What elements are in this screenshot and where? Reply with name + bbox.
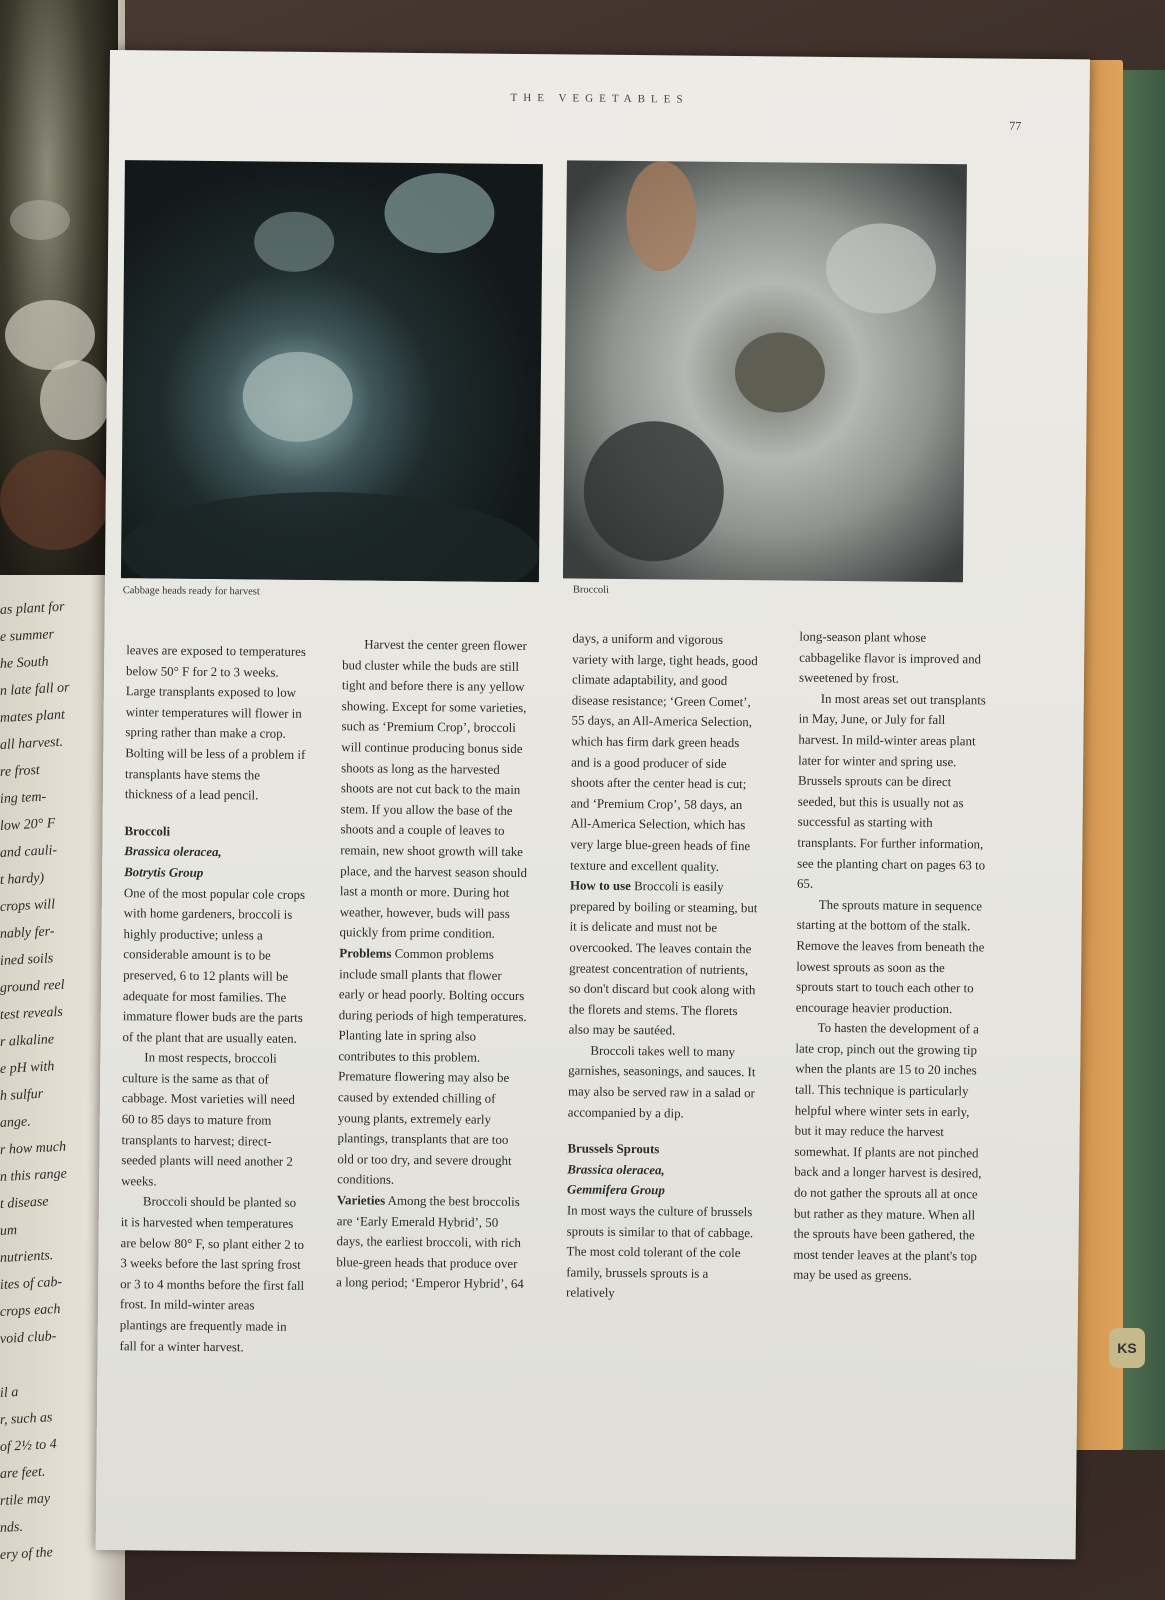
- paragraph: To hasten the development of a late crop, pinch out the growing tip when the plants are 15 to 20 inches tall. This technique is particularly helpful where winter sets in early, but it may reduce the harvest somewhat. If plants are not pinched back and a longer harvest is desired, do not gather the sprouts all at once but rather as they mature. When all the sprouts have been gathered, the most tender leaves at the plant's top may be used as greens.: [793, 1021, 982, 1284]
- left-page-line: h sulfur: [0, 1086, 44, 1104]
- left-page-line: and cauli-: [0, 843, 58, 861]
- run-in-heading: Problems: [339, 946, 392, 961]
- paragraph: In most ways the culture of brussels sprouts is similar to that of cabbage. The most cold tolerant of the cole family, brussels sprouts is a relatively: [566, 1203, 754, 1301]
- paragraph: [336, 1190, 525, 1295]
- left-page-line: t disease: [0, 1194, 49, 1212]
- left-page-line: re frost: [0, 762, 41, 780]
- left-page-line: nutrients.: [0, 1248, 54, 1266]
- paragraph: leaves are exposed to temperatures below 50° F for 2 to 3 weeks. Large transplants exposed to low winter temperatures will flower in spring rather than make a crop. Bolting will be less of a problem if transplants have stems the thickness of a lead pencil.: [124, 643, 306, 803]
- left-page-line: of 2½ to 4: [0, 1437, 58, 1455]
- left-page-line: crops will: [0, 897, 56, 915]
- paragraph: One of the most popular cole crops with home gardeners, broccoli is highly productive; unless a considerable amount is to be preserved, 6 to 12 plants will be adequate for most families. The immature flower buds are the parts of the plant that are usually eaten.: [122, 885, 306, 1046]
- left-page-photo: [0, 0, 118, 575]
- left-page-line: are feet.: [0, 1464, 46, 1482]
- left-page-line: low 20° F: [0, 816, 56, 834]
- botanical-name: Botrytis Group: [124, 865, 204, 880]
- paragraph: In most areas set out transplants in May, June, or July for fall harvest. In mild-winter areas plant later for winter and spring use. Brussels sprouts can be direct seeded, but this is usually not as successful as starting with transplants. For further information, see the planting chart on pages 63 to 65.: [796, 691, 986, 891]
- paragraph: [337, 943, 527, 1192]
- text-column-3: [566, 628, 760, 1305]
- left-page-line: void club-: [0, 1329, 57, 1347]
- run-in-heading: How to use: [569, 878, 631, 894]
- left-page-line: ange.: [0, 1114, 32, 1131]
- paragraph: Broccoli should be planted so it is harvested when temperatures are below 80° F, so plant either 2 to 3 weeks before the last spring frost or 3 to 4 months before the first fall frost. In mild-winter areas plantings are frequently made in fall for a winter harvest.: [119, 1194, 305, 1354]
- cabbage-photo: [121, 160, 543, 582]
- paragraph: long-season plant whose cabbagelike flavor is improved and sweetened by frost.: [798, 629, 982, 686]
- section-heading: Brussels Sprouts: [567, 1141, 660, 1157]
- paragraph: The sprouts mature in sequence starting at the bottom of the stalk. Remove the leaves from beneath the lowest sprouts as soon as the sprouts start to touch each other to encourage heavier production.: [795, 897, 985, 1016]
- running-head: THE VEGETABLES: [510, 91, 689, 106]
- left-page-line: ing tem-: [0, 789, 47, 807]
- cabbage-caption: Cabbage heads ready for harvest: [122, 585, 260, 598]
- right-page: [96, 50, 1090, 1559]
- page-number: 77: [1009, 118, 1022, 133]
- edge-tab: KS: [1109, 1328, 1145, 1368]
- left-page-line: ery of the: [0, 1545, 54, 1563]
- paragraph-gap: [125, 805, 309, 823]
- left-page-line: n late fall or: [0, 680, 70, 699]
- paragraph: Harvest the center green flower bud cluster while the buds are still tight and before there is any yellow showing. Except for some varieties, such as ‘Premium Crop’, broccoli will continue producing bonus side shoots as long as the harvested shoots are not cut back to the main stem. If you allow the base of the shoots and a couple of leaves to remain, new shoot growth will take place, and the harvest season should last a month or more. During hot weather, however, buds will pass quickly from prime condition.: [339, 637, 528, 942]
- text-column-4: [793, 627, 987, 1288]
- left-page-line: r, such as: [0, 1410, 53, 1428]
- left-page-line: e pH with: [0, 1059, 55, 1077]
- run-in-heading: Varieties: [336, 1193, 386, 1208]
- left-page-line: e summer: [0, 627, 55, 645]
- left-page-line: n this range: [0, 1166, 68, 1185]
- left-page-line: t hardy): [0, 870, 45, 888]
- left-page-line: crops each: [0, 1301, 61, 1320]
- paragraph: days, a uniform and vigorous variety with large, tight heads, good climate adaptability, and good disease resistance; ‘Green Comet’, 55 days, an All-America Selection, which has firm dark green heads and is a good producer of side shoots after the center head is cut; and ‘Premium Crop’, 58 days, an All-America Selection, which has very large blue-green heads of fine texture and excellent quality.: [570, 631, 758, 874]
- broccoli-caption: Broccoli: [572, 584, 610, 596]
- paragraph: Broccoli takes well to many garnishes, seasonings, and sauces. It may also be served raw in a salad or accompanied by a dip.: [567, 1043, 756, 1121]
- left-page-line: rtile may: [0, 1491, 51, 1509]
- left-page-line: he South: [0, 654, 49, 672]
- paragraph: [569, 876, 759, 1043]
- left-page-line: ground reel: [0, 977, 65, 996]
- text-column-2: [336, 634, 530, 1295]
- paragraph-gap: [568, 1123, 756, 1141]
- left-page-line: nds.: [0, 1519, 24, 1536]
- left-page-line: um: [0, 1223, 18, 1239]
- left-page-line: as plant for: [0, 599, 65, 618]
- botanical-name: Gemmifera Group: [567, 1182, 665, 1198]
- left-page-line: ites of cab-: [0, 1274, 63, 1293]
- left-page-line: test reveals: [0, 1004, 64, 1023]
- section-heading: Broccoli: [124, 823, 171, 839]
- paragraph-text: Among the best broccolis are ‘Early Emerald Hybrid’, 50 days, the earliest broccoli, with rich blue-green heads that produce over a long period; ‘Emperor Hybrid’, 64: [336, 1193, 524, 1292]
- left-page-line: ined soils: [0, 951, 54, 969]
- left-page-line: il a: [0, 1385, 19, 1401]
- text-column-1: [119, 640, 310, 1358]
- paragraph: In most respects, broccoli culture is the same as that of cabbage. Most varieties will need 60 to 85 days to mature from transplants to harvest; direct-seeded plants will need another 2 weeks.: [121, 1050, 295, 1189]
- botanical-name: Brassica oleracea,: [567, 1162, 665, 1178]
- left-page-line: r how much: [0, 1139, 67, 1158]
- paragraph-text: Common problems include small plants that flower early or head poorly. Bolting occurs during periods of high temperatures. Planting late in spring also contributes to this problem. Premature flowering may also be caused by extended chilling of young plants, extremely early plantings, transplants that are too old or too dry, and severe drought conditions.: [337, 946, 527, 1188]
- left-page-line: all harvest.: [0, 734, 64, 753]
- left-page-line: mates plant: [0, 707, 66, 726]
- broccoli-photo: [563, 160, 967, 582]
- paragraph-text: Broccoli is easily prepared by boiling or steaming, but it is delicate and must not be overcooked. The leaves contain the greatest concentration of nutrients, so don't discard but cook along with the florets and stems. The florets also may be sautéed.: [568, 879, 758, 1038]
- left-page-line: r alkaline: [0, 1032, 55, 1050]
- botanical-name: Brassica oleracea,: [124, 844, 222, 860]
- left-page-line: nably fer-: [0, 924, 55, 942]
